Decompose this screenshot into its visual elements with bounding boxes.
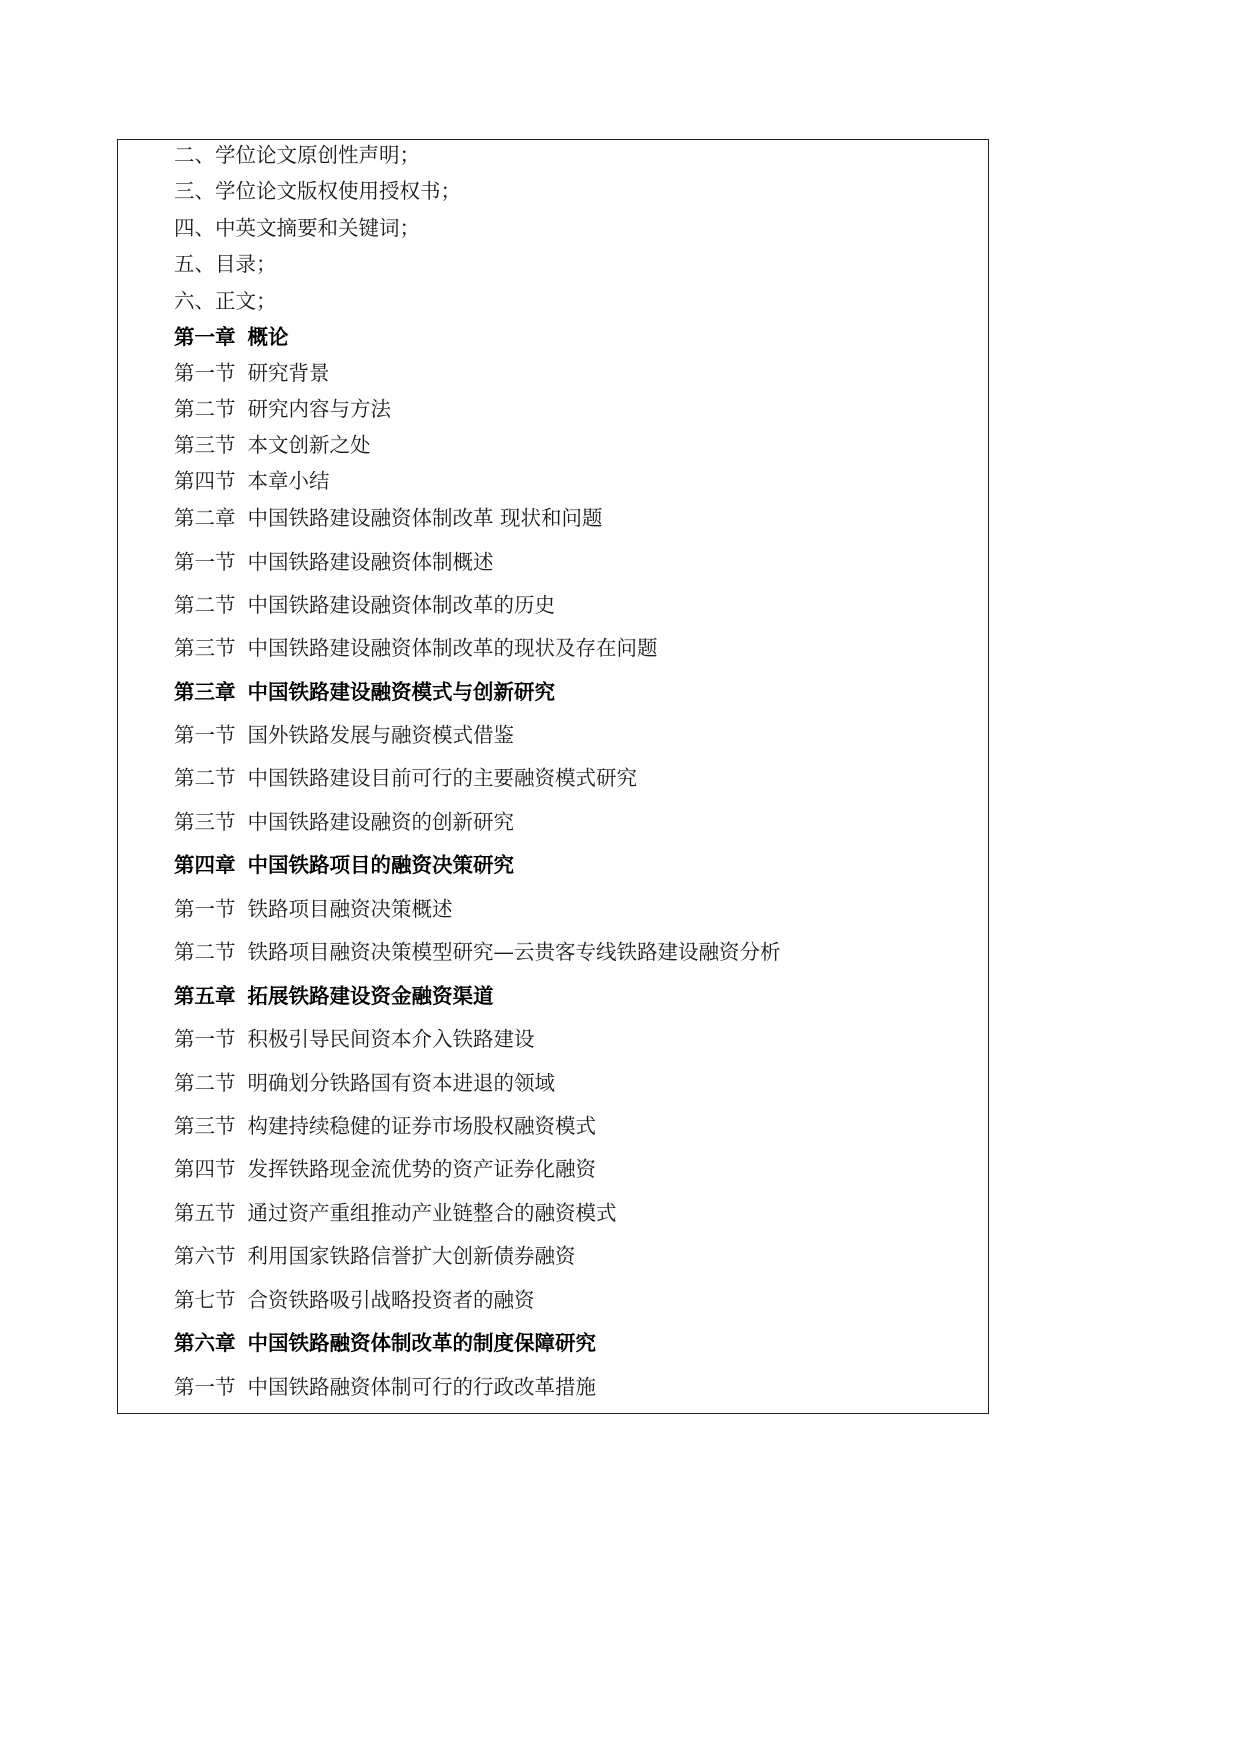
toc-entry-number: 第一节: [174, 897, 236, 921]
toc-entry-number: 第四章: [174, 853, 236, 877]
toc-entry-title: 利用国家铁路信誉扩大创新债券融资: [247, 1244, 576, 1268]
toc-entry-number: 第三节: [174, 1114, 236, 1138]
toc-entry: [174, 216, 420, 240]
toc-entry-number: 第七节: [174, 1288, 236, 1312]
toc-entry-title: 积极引导民间资本介入铁路建设: [247, 1027, 535, 1051]
toc-entry-number: 第二节: [174, 397, 236, 421]
toc-entry-number: 第三章: [174, 680, 236, 704]
toc-entry-number: 第二节: [174, 940, 236, 964]
toc-entry: [174, 1288, 535, 1312]
toc-entry-number: 第五章: [174, 984, 236, 1008]
toc-entry-title: 六、正文；: [174, 289, 277, 313]
toc-entry: [174, 723, 514, 747]
toc-entry-number: 第三节: [174, 810, 236, 834]
toc-entry-title: 三、学位论文版权使用授权书；: [174, 179, 461, 203]
toc-entry: [174, 1071, 555, 1095]
toc-entry-number: 第二节: [174, 766, 236, 790]
toc-entry: [174, 593, 555, 617]
toc-entry-title: 构建持续稳健的证券市场股权融资模式: [247, 1114, 596, 1138]
toc-entry-title: 中国铁路建设融资模式与创新研究: [247, 680, 555, 704]
toc-entry-number: 第一节: [174, 550, 236, 574]
toc-entry-number: 第一章: [174, 325, 236, 349]
toc-entry-number: 第一节: [174, 1375, 236, 1399]
toc-entry-title: 中国铁路建设融资体制概述: [247, 550, 494, 574]
toc-entry-title: 拓展铁路建设资金融资渠道: [247, 984, 494, 1008]
toc-entry-title: 合资铁路吸引战略投资者的融资: [247, 1288, 535, 1312]
toc-entry-number: 第四节: [174, 469, 236, 493]
toc-entry-title: 铁路项目融资决策概述: [247, 897, 453, 921]
toc-chapter-entry: [174, 680, 555, 704]
toc-entry-number: 第二节: [174, 1071, 236, 1095]
toc-entry: [174, 143, 420, 167]
toc-entry-title: 研究背景: [247, 361, 330, 385]
toc-chapter-entry: [174, 984, 494, 1008]
toc-entry-title: 中国铁路融资体制改革的制度保障研究: [247, 1331, 596, 1355]
toc-entry: [174, 1201, 617, 1225]
toc-entry: [174, 810, 514, 834]
toc-entry: [174, 397, 391, 421]
toc-entry: [174, 179, 461, 203]
toc-entry-title: 国外铁路发展与融资模式借鉴: [247, 723, 514, 747]
toc-entry-title: 本文创新之处: [247, 433, 371, 457]
toc-entry-number: 第一节: [174, 361, 236, 385]
toc-entry: [174, 506, 603, 530]
toc-entry: [174, 766, 637, 790]
toc-entry-number: 第二章: [174, 506, 236, 530]
toc-chapter-entry: [174, 1331, 596, 1355]
toc-entry-number: 第一节: [174, 723, 236, 747]
toc-entry: [174, 1114, 596, 1138]
toc-entry-title: 通过资产重组推动产业链整合的融资模式: [247, 1201, 617, 1225]
toc-entry-number: 第一节: [174, 1027, 236, 1051]
toc-entry: [174, 1157, 596, 1181]
toc-entry-title: 中国铁路建设融资体制改革 现状和问题: [247, 506, 603, 530]
toc-chapter-entry: [174, 325, 289, 349]
toc-entry-title: 铁路项目融资决策模型研究—云贵客专线铁路建设融资分析: [247, 940, 781, 964]
toc-entry-title: 研究内容与方法: [247, 397, 391, 421]
toc-entry-title: 中国铁路建设融资体制改革的现状及存在问题: [247, 636, 658, 660]
toc-entry-number: 第三节: [174, 636, 236, 660]
toc-entry-title: 概论: [247, 325, 289, 349]
toc-entry-title: 中国铁路建设融资的创新研究: [247, 810, 514, 834]
toc-entry-title: 中国铁路建设融资体制改革的历史: [247, 593, 555, 617]
toc-entry-title: 五、目录；: [174, 252, 277, 276]
toc-entry: [174, 469, 330, 493]
toc-entry-number: 第三节: [174, 433, 236, 457]
toc-entry: [174, 940, 781, 964]
toc-entry: [174, 361, 330, 385]
toc-entry-title: 本章小结: [247, 469, 330, 493]
toc-entry-title: 二、学位论文原创性声明；: [174, 143, 420, 167]
toc-entry-title: 明确划分铁路国有资本进退的领域: [247, 1071, 555, 1095]
toc-entry: [174, 433, 371, 457]
toc-entry-title: 中国铁路项目的融资决策研究: [247, 853, 514, 877]
toc-entry: [174, 252, 277, 276]
toc-entry-number: 第六节: [174, 1244, 236, 1268]
toc-chapter-entry: [174, 853, 514, 877]
toc-entry-number: 第五节: [174, 1201, 236, 1225]
toc-entry: [174, 1375, 596, 1399]
toc-entry-title: 中国铁路融资体制可行的行政改革措施: [247, 1375, 596, 1399]
toc-entry: [174, 1027, 535, 1051]
toc-entry: [174, 550, 494, 574]
toc-entry-title: 发挥铁路现金流优势的资产证券化融资: [247, 1157, 596, 1181]
toc-entry: [174, 289, 277, 313]
toc-entry-title: 中国铁路建设目前可行的主要融资模式研究: [247, 766, 637, 790]
toc-entry: [174, 1244, 576, 1268]
toc-entry-number: 第二节: [174, 593, 236, 617]
toc-entry: [174, 897, 453, 921]
toc-entry-number: 第四节: [174, 1157, 236, 1181]
toc-entry: [174, 636, 658, 660]
toc-entry-title: 四、中英文摘要和关键词；: [174, 216, 420, 240]
toc-entry-number: 第六章: [174, 1331, 236, 1355]
